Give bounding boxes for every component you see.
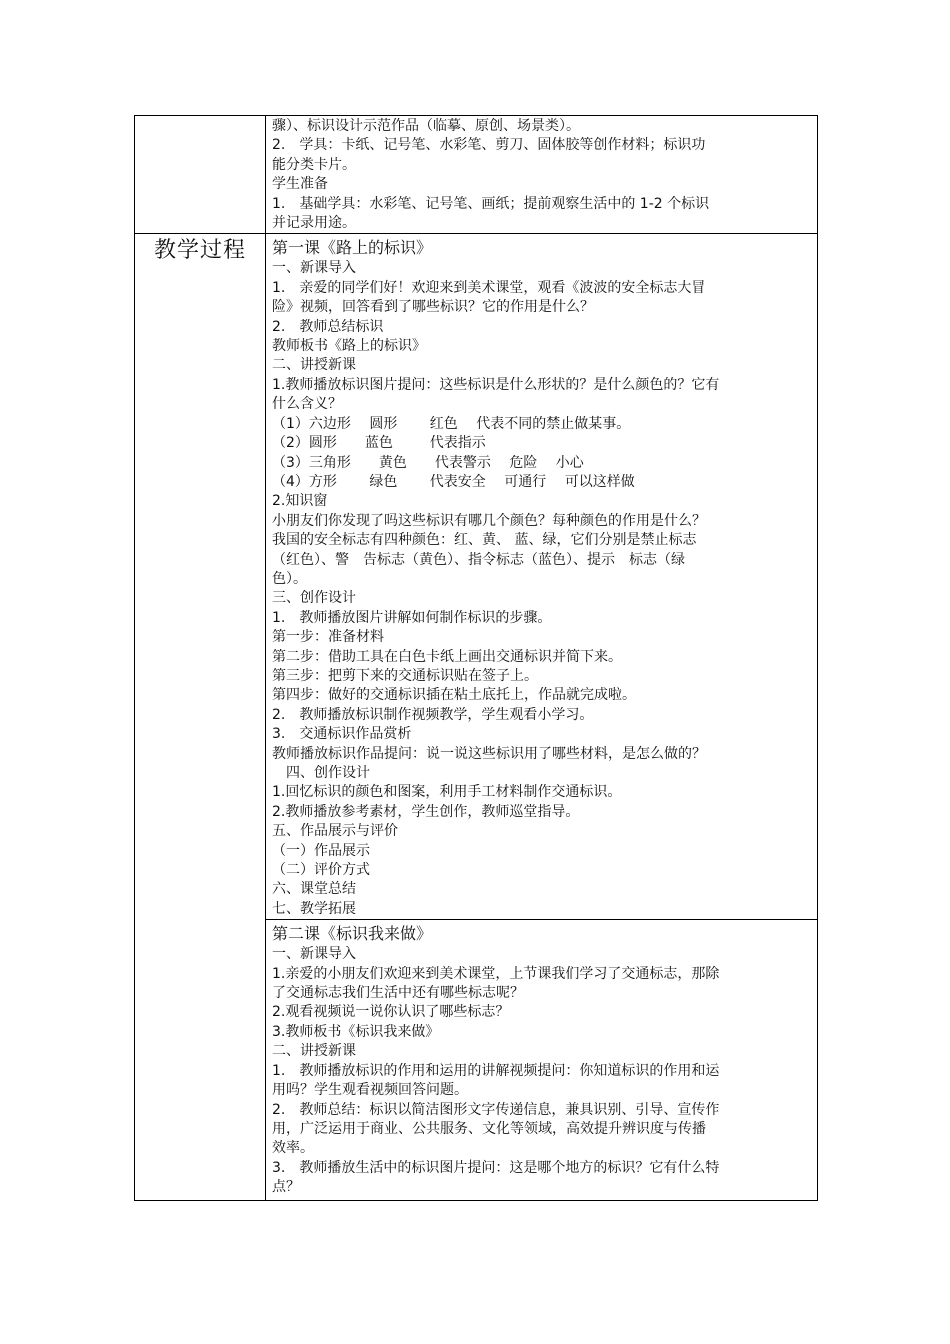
text-line: 1. 教师播放标识的作用和运用的讲解视频提问：你知道标识的作用和运 <box>272 1062 720 1079</box>
lesson-one-content <box>272 259 811 919</box>
text-line: 什么含义？ <box>272 396 342 413</box>
lesson-one-cell <box>266 234 818 920</box>
text-line: （一）作品展示 <box>272 842 370 859</box>
text-line: 第三步：把剪下来的交通标识贴在签子上。 <box>272 667 538 684</box>
text-line: 骤）、标识设计示范作品（临摹、原创、场景类）。 <box>272 118 580 134</box>
text-line: 第一步：准备材料 <box>272 629 384 646</box>
lesson-plan-table <box>134 115 818 1201</box>
text-line: 效率。 <box>272 1140 314 1157</box>
text-line: 四、创作设计 <box>272 765 370 781</box>
text-line: 教师播放标识作品提问：说一说这些标识用了哪些材料，是怎么做的？ <box>272 745 706 762</box>
text-line: 二、讲授新课 <box>272 357 356 374</box>
text-line: 1.教师播放标识图片提问：这些标识是什么形状的？是什么颜色的？它有 <box>272 376 720 393</box>
table-row-teaching-process <box>135 234 818 920</box>
text-line: （3）三角形 黄色 代表警示 危险 小心 <box>272 454 584 471</box>
text-line: （红色）、警 告标志（黄色）、指令标志（蓝色）、提示 标志（绿 <box>272 551 685 568</box>
text-line: 用吗？学生观看视频回答问题。 <box>272 1082 468 1099</box>
text-line: 三、创作设计 <box>272 590 356 607</box>
lesson-one-title: 第一课《路上的标识》 <box>272 238 433 258</box>
text-line: 用，广泛运用于商业、公共服务、文化等领域，高效提升辨识度与传播 <box>272 1120 706 1137</box>
text-line: 五、作品展示与评价 <box>272 823 398 840</box>
text-line: 我国的安全标志有四种颜色：红、黄、 蓝、绿，它们分别是禁止标志 <box>272 532 697 549</box>
text-line: 一、新课导入 <box>272 260 356 277</box>
text-line: 色）。 <box>272 570 307 587</box>
text-line: 2. 教师总结：标识以简洁图形文字传递信息，兼具识别、引导、宣传作 <box>272 1101 720 1118</box>
lesson-two-cell <box>266 920 818 1200</box>
text-line: 2.观看视频说一说你认识了哪些标志？ <box>272 1004 510 1021</box>
text-line: 教师板书《路上的标识》 <box>272 338 426 355</box>
empty-label-cell <box>135 116 266 234</box>
text-line: 六、课堂总结 <box>272 881 356 898</box>
text-line: 学生准备 <box>272 176 328 193</box>
text-line: 3. 教师播放生活中的标识图片提问：这是哪个地方的标识？它有什么特 <box>272 1159 720 1176</box>
text-line: 第二步：借助工具在白色卡纸上画出交通标识并简下来。 <box>272 648 622 665</box>
text-line: 一、新课导入 <box>272 946 356 963</box>
lesson-two-title: 第二课《标识我来做》 <box>272 924 433 944</box>
teaching-process-label-cell <box>135 234 266 1200</box>
text-line: 二、讲授新课 <box>272 1043 356 1060</box>
text-line: （4）方形 绿色 代表安全 可通行 可以这样做 <box>272 473 635 490</box>
teaching-process-label: 教学过程 <box>153 238 246 264</box>
text-line: 2.教师播放参考素材，学生创作，教师巡堂指导。 <box>272 803 580 820</box>
text-line: 1. 亲爱的同学们好！欢迎来到美术课堂，观看《波波的安全标志大冒 <box>272 279 706 296</box>
text-line: 小朋友们你发现了吗这些标识有哪几个颜色？每种颜色的作用是什么？ <box>272 512 706 529</box>
text-line: 了交通标志我们生活中还有哪些标志呢？ <box>272 985 524 1002</box>
table-row-preparation <box>135 116 818 234</box>
text-line: （二）评价方式 <box>272 862 370 879</box>
text-line: （2）圆形 蓝色 代表指示 <box>272 435 486 452</box>
text-line: 第四步：做好的交通标识插在粘土底托上，作品就完成啦。 <box>272 687 636 704</box>
text-line: 1.亲爱的小朋友们欢迎来到美术课堂，上节课我们学习了交通标志，那除 <box>272 965 720 982</box>
text-line: 并记录用途。 <box>272 215 356 232</box>
text-line: 七、教学拓展 <box>272 900 356 917</box>
text-line: （1）六边形 圆形 红色 代表不同的禁止做某事。 <box>272 415 631 432</box>
text-line: 1. 教师播放图片讲解如何制作标识的步骤。 <box>272 609 552 626</box>
text-line: 2. 教师播放标识制作视频教学，学生观看小学习。 <box>272 706 594 723</box>
text-line: 2. 教师总结标识 <box>272 318 384 335</box>
text-line: 3. 交通标识作品赏析 <box>272 726 412 743</box>
text-line: 2.知识窗 <box>272 493 328 510</box>
text-line: 1. 基础学具：水彩笔、记号笔、画纸；提前观察生活中的 1-2 个标识 <box>272 195 710 212</box>
lesson-two-content <box>272 945 811 1197</box>
preparation-cell <box>266 116 818 234</box>
text-line: 能分类卡片。 <box>272 156 356 173</box>
preparation-content <box>266 116 817 233</box>
text-line: 点？ <box>272 1179 300 1196</box>
text-line: 3.教师板书《标识我来做》 <box>272 1023 440 1040</box>
text-line: 2. 学具：卡纸、记号笔、水彩笔、剪刀、固体胶等创作材料；标识功 <box>272 137 706 154</box>
text-line: 1.回忆标识的颜色和图案，利用手工材料制作交通标识。 <box>272 784 622 801</box>
text-line: 险》视频，回答看到了哪些标识？它的作用是什么？ <box>272 299 594 316</box>
